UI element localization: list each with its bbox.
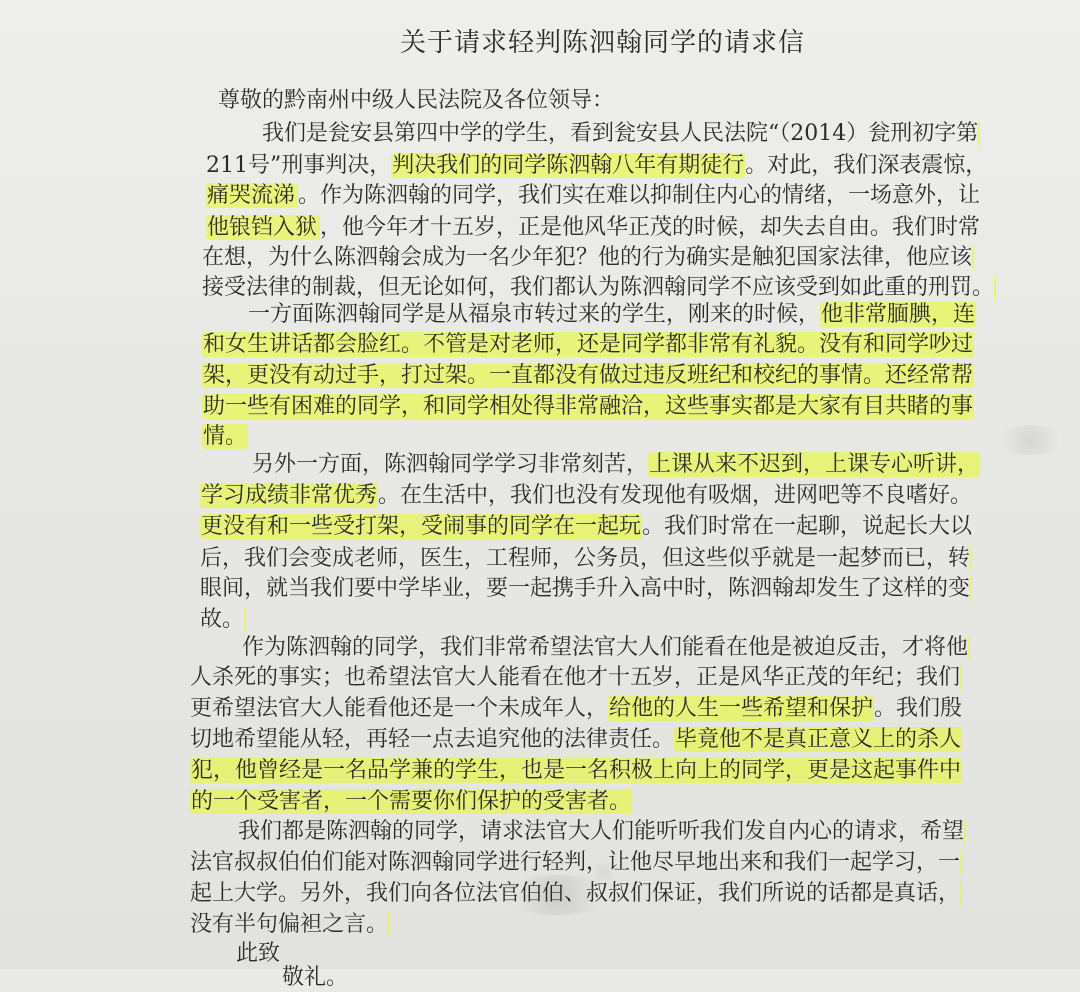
body-line: 切地希望能从轻，再轻一点去追究他的法律责任。毕竟他不是真正意义上的杀人	[190, 727, 962, 752]
body-line: 没有半句偏袒之言。	[190, 912, 389, 937]
body-line: 更希望法官大人能看他还是一个未成年人，给他的人生一些希望和保护。我们殷	[190, 696, 963, 721]
body-line: 他锒铛入狱 ，他今年才十五岁，正是他风华正茂的时候，却失去自由。我们时常	[207, 215, 981, 240]
body-line: 211号”刑事判决，判决我们的同学陈泗翰八年有期徒行。对此，我们深表震惊，	[206, 153, 988, 178]
body-line: 作为陈泗翰的同学，我们非常希望法官大人们能看在他是被迫反击，才将他	[242, 635, 969, 660]
letter-title: 关于请求轻判陈泗翰同学的请求信	[400, 28, 806, 58]
body-line: 痛哭流涕 。作为陈泗翰的同学，我们实在难以抑制住内心的情绪，一场意外，让	[207, 183, 981, 208]
body-line: 后，我们会变成老师，医生，工程师，公务员，但这些似乎就是一起梦而已，转	[200, 546, 971, 571]
body-line: 的一个受害者，一个需要你们保护的受害者。	[191, 789, 632, 814]
body-line: 和女生讲话都会脸红。不管是对老师，还是同学都非常有礼貌。没有和同学吵过	[203, 332, 974, 357]
body-line: 眼间，就当我们要中学毕业，要一起携手升入高中时，陈泗翰却发生了这样的变	[200, 576, 971, 601]
body-line: 架，更没有动过手，打过架。一直都没有做过违反班纪和校纪的事情。还经常帮	[203, 363, 974, 388]
body-line: 学习成绩非常优秀。在生活中，我们也没有发现他有吸烟，进网吧等不良嗜好。	[201, 483, 973, 508]
body-line: 法官叔叔伯伯们能对陈泗翰同学进行轻判，让他尽早地出来和我们一起学习，一	[190, 850, 961, 875]
body-line: 在想，为什么陈泗翰会成为一名少年犯？他的行为确实是触犯国家法律，他应该	[202, 245, 973, 270]
body-line: 犯，他曾经是一名品学兼的学生，也是一名积极上向上的同学，更是这起事件中	[191, 758, 962, 783]
body-line: 故。	[200, 607, 245, 632]
body-line: 人杀死的事实；也希望法官大人能看在他才十五岁，正是风华正茂的年纪；我们	[190, 665, 961, 690]
body-line: 情。	[203, 424, 248, 449]
body-line: 接受法律的制裁，但无论如何，我们都认为陈泗翰同学不应该受到如此重的刑罚。	[202, 275, 995, 300]
body-line: 我们都是陈泗翰的同学，请求法官大人们能听听我们发自内心的请求，希望	[238, 819, 965, 844]
body-line: 另外一方面，陈泗翰同学学习非常刻苦，上课从来不迟到，上课专心听讲，	[252, 452, 980, 477]
body-line: 助一些有困难的同学，和同学相处得非常融洽，这些事实都是大家有目共睹的事	[203, 394, 974, 419]
body-line: 一方面陈泗翰同学是从福泉市转过来的学生，刚来的时候，他非常腼腆，连	[248, 302, 976, 327]
body-line: 更没有和一些受打架，受闹事的同学在一起玩。我们时常在一起聊，说起长大以	[201, 514, 973, 539]
closing-line: 敬礼。	[282, 965, 349, 990]
body-line: 起上大学。另外，我们向各位法官伯伯、叔叔们保证，我们所说的话都是真话，	[190, 881, 961, 906]
body-line: 我们是瓮安县第四中学的学生，看到瓮安县人民法院“（2014）瓮刑初字第	[262, 121, 979, 146]
salutation-line: 尊敬的黔南州中级人民法院及各位领导：	[218, 88, 615, 113]
paper-smudge	[990, 425, 1070, 455]
closing-line: 此致	[236, 941, 281, 966]
